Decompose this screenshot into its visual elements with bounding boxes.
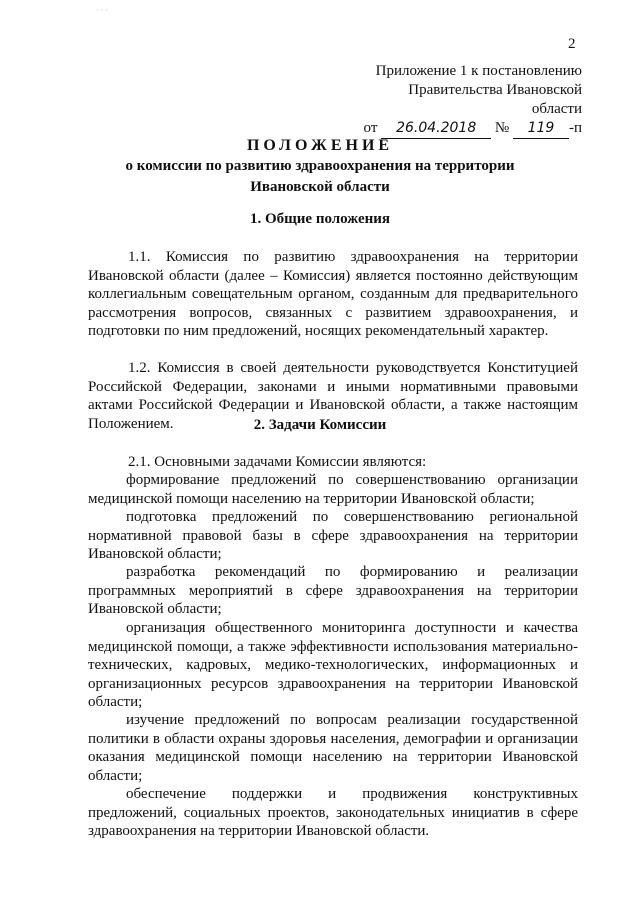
scan-artifact: · · · xyxy=(96,6,108,15)
title-subtitle-line-1: о комиссии по развитию здравоохранения на территории xyxy=(125,158,515,174)
annex-suffix: -п xyxy=(568,120,582,136)
page-number: 2 xyxy=(568,36,576,52)
paragraph-1-2: 1.2. Комиссия в своей деятельности руководствуется Конституцией Российской Федерации, законами и иными нормативными правовыми актами Российской Федерации и Ивановской области, а также настоящим Положением. xyxy=(88,360,578,432)
section-1-heading: 1. Общие положения xyxy=(249,211,391,227)
paragraph-2-1: 2.1. Основными задачами Комиссии являются: xyxy=(128,454,427,470)
annex-number-label: № xyxy=(494,120,510,136)
annex-date: 26.04.2018 xyxy=(381,119,491,139)
task-item: изучение предложений по вопросам реализации государственной политики в области охраны здоровья населения, демографии и организации оказания медицинской помощи населению на территории Ивановской области; xyxy=(88,712,578,784)
task-item: обеспечение поддержки и продвижения конструктивных предложений, социальных проектов, законодательных инициатив в сфере здравоохранения на территории Ивановской области. xyxy=(88,786,578,839)
title-heading: ПОЛОЖЕНИЕ xyxy=(246,137,394,154)
annex-header xyxy=(360,62,582,139)
task-item: формирование предложений по совершенствованию организации медицинской помощи населению на территории Ивановской области; xyxy=(88,472,578,507)
paragraph-1-1: 1.1. Комиссия по развитию здравоохранения на территории Ивановской области (далее – Комиссия) является постоянно действующим коллегиальным совещательным органом, созданным для предварительного рассмотрения вопросов, связанных с развитием здравоохранения, и подготовки по ним предложений, носящих рекомендательный характер. xyxy=(88,249,578,339)
annex-line-2: Правительства Ивановской области xyxy=(408,82,582,117)
document-title xyxy=(0,137,640,197)
annex-from-label: от xyxy=(363,120,378,136)
annex-line-3 xyxy=(360,119,582,139)
task-item: подготовка предложений по совершенствованию региональной нормативной правовой базы в сфере здравоохранения на территории Ивановской области; xyxy=(88,509,578,562)
task-item: разработка рекомендаций по формированию и реализации программных мероприятий в сфере здравоохранения на территории Ивановской области; xyxy=(88,564,578,617)
task-item: организация общественного мониторинга доступности и качества медицинской помощи, а также эффективности использования материально-технических, кадровых, медико-технологических, информационных и организационных ресурсов здравоохранения на территории Ивановской области; xyxy=(88,620,578,710)
title-subtitle-line-2: Ивановской области xyxy=(250,179,390,195)
annex-line-1: Приложение 1 к постановлению xyxy=(375,63,582,79)
section-2-heading: 2. Задачи Комиссии xyxy=(253,417,387,433)
annex-number: 119 xyxy=(513,119,569,139)
